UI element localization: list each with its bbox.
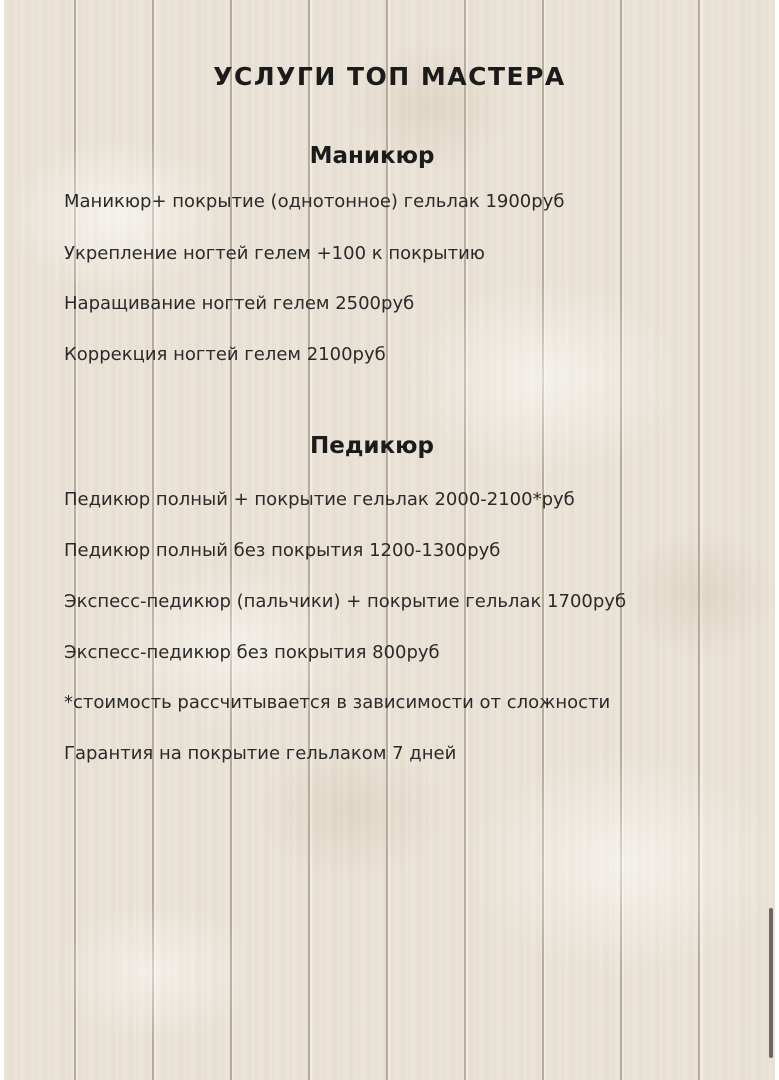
pedicure-item: Экспесс-педикюр (пальчики) + покрытие гельлак 1700руб <box>64 591 627 612</box>
warranty-note: Гарантия на покрытие гельлаком 7 дней <box>64 743 457 764</box>
manicure-item: Укрепление ногтей гелем +100 к покрытию <box>64 243 485 264</box>
manicure-heading: Маникюр <box>309 143 435 169</box>
pricing-note: *стоимость рассчитывается в зависимости от сложности <box>64 692 611 713</box>
pedicure-heading: Педикюр <box>310 433 434 459</box>
manicure-item: Коррекция ногтей гелем 2100руб <box>64 344 386 365</box>
pedicure-item: Педикюр полный + покрытие гельлак 2000-2100*руб <box>64 489 575 510</box>
manicure-item: Маникюр+ покрытие (однотонное) гельлак 1900руб <box>64 191 565 212</box>
manicure-item: Наращивание ногтей гелем 2500руб <box>64 293 415 314</box>
pedicure-item: Педикюр полный без покрытия 1200-1300руб <box>64 540 501 561</box>
page-title: УСЛУГИ ТОП МАСТЕРА <box>213 62 566 91</box>
page-right-edge <box>775 0 779 1080</box>
pedicure-item: Экспесс-педикюр без покрытия 800руб <box>64 642 440 663</box>
scrollbar-thumb[interactable] <box>769 908 773 1058</box>
